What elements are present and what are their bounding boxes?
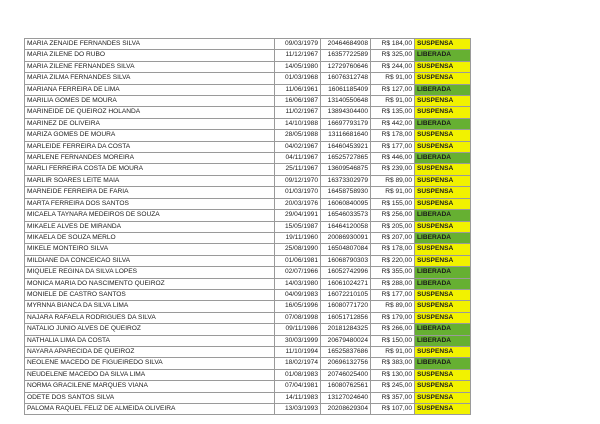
name-cell[interactable]: MIKAELA DE SOUZA MERLO: [25, 232, 275, 243]
status-cell[interactable]: SUSPENSA: [415, 255, 471, 266]
name-cell[interactable]: MONICA MARIA DO NASCIMENTO QUEIROZ: [25, 278, 275, 289]
id-cell[interactable]: 20746025400: [321, 369, 371, 380]
id-cell[interactable]: 16357722589: [321, 50, 371, 61]
table-row[interactable]: [25, 198, 471, 209]
table-row[interactable]: [25, 381, 471, 392]
table-row[interactable]: [25, 369, 471, 380]
value-cell[interactable]: R$ 177,00: [371, 141, 415, 152]
value-cell[interactable]: R$ 239,00: [371, 164, 415, 175]
id-cell[interactable]: 13894304400: [321, 107, 371, 118]
status-cell[interactable]: LIBERADA: [415, 118, 471, 129]
table-row[interactable]: [25, 107, 471, 118]
value-cell[interactable]: R$ 179,00: [371, 312, 415, 323]
id-cell[interactable]: 16076312748: [321, 73, 371, 84]
date-cell[interactable]: 14/10/1988: [275, 118, 321, 129]
status-cell[interactable]: LIBERADA: [415, 153, 471, 164]
value-cell[interactable]: R$ 177,00: [371, 289, 415, 300]
value-cell[interactable]: R$ 220,00: [371, 255, 415, 266]
table-row[interactable]: [25, 221, 471, 232]
status-cell[interactable]: SUSPENSA: [415, 346, 471, 357]
status-cell[interactable]: SUSPENSA: [415, 289, 471, 300]
name-cell[interactable]: MARIA ZILENE FERNANDES SILVA: [25, 61, 275, 72]
id-cell[interactable]: 16072210105: [321, 289, 371, 300]
status-cell[interactable]: SUSPENSA: [415, 369, 471, 380]
status-cell[interactable]: SUSPENSA: [415, 301, 471, 312]
table-row[interactable]: [25, 358, 471, 369]
table-row[interactable]: [25, 175, 471, 186]
date-cell[interactable]: 25/11/1967: [275, 164, 321, 175]
value-cell[interactable]: R$ 207,00: [371, 232, 415, 243]
value-cell[interactable]: R$ 355,00: [371, 267, 415, 278]
table-row[interactable]: [25, 392, 471, 403]
table-row[interactable]: [25, 84, 471, 95]
date-cell[interactable]: 30/03/1999: [275, 335, 321, 346]
id-cell[interactable]: 16061185409: [321, 84, 371, 95]
date-cell[interactable]: 28/05/1988: [275, 130, 321, 141]
status-cell[interactable]: SUSPENSA: [415, 141, 471, 152]
date-cell[interactable]: 14/11/1983: [275, 392, 321, 403]
name-cell[interactable]: MIKELE MONTEIRO SILVA: [25, 244, 275, 255]
date-cell[interactable]: 16/05/1996: [275, 301, 321, 312]
status-cell[interactable]: LIBERADA: [415, 324, 471, 335]
status-cell[interactable]: SUSPENSA: [415, 73, 471, 84]
date-cell[interactable]: 07/08/1998: [275, 312, 321, 323]
id-cell[interactable]: 20696132756: [321, 358, 371, 369]
table-row[interactable]: [25, 39, 471, 50]
status-cell[interactable]: SUSPENSA: [415, 221, 471, 232]
table-row[interactable]: [25, 346, 471, 357]
table-row[interactable]: [25, 118, 471, 129]
value-cell[interactable]: R$ 184,00: [371, 39, 415, 50]
date-cell[interactable]: 25/08/1990: [275, 244, 321, 255]
value-cell[interactable]: R$ 256,00: [371, 210, 415, 221]
value-cell[interactable]: R$ 91,00: [371, 73, 415, 84]
status-cell[interactable]: SUSPENSA: [415, 96, 471, 107]
status-cell[interactable]: SUSPENSA: [415, 404, 471, 415]
id-cell[interactable]: 16525727865: [321, 153, 371, 164]
date-cell[interactable]: 01/03/1970: [275, 187, 321, 198]
name-cell[interactable]: NEUDELENE MACEDO DA SILVA LIMA: [25, 369, 275, 380]
id-cell[interactable]: 16464120058: [321, 221, 371, 232]
name-cell[interactable]: NORMA GRACILENE MARQUES VIANA: [25, 381, 275, 392]
value-cell[interactable]: R$ 205,00: [371, 221, 415, 232]
status-cell[interactable]: SUSPENSA: [415, 392, 471, 403]
name-cell[interactable]: MILDIANE DA CONCEICAO SILVA: [25, 255, 275, 266]
date-cell[interactable]: 02/07/1966: [275, 267, 321, 278]
name-cell[interactable]: MARINEZ DE OLIVEIRA: [25, 118, 275, 129]
name-cell[interactable]: MIKAELE ALVES DE MIRANDA: [25, 221, 275, 232]
date-cell[interactable]: 01/08/1983: [275, 369, 321, 380]
status-cell[interactable]: LIBERADA: [415, 358, 471, 369]
value-cell[interactable]: R$ 266,00: [371, 324, 415, 335]
value-cell[interactable]: R$ 127,00: [371, 84, 415, 95]
value-cell[interactable]: R$ 150,00: [371, 335, 415, 346]
id-cell[interactable]: 20208629304: [321, 404, 371, 415]
status-cell[interactable]: SUSPENSA: [415, 175, 471, 186]
status-cell[interactable]: LIBERADA: [415, 50, 471, 61]
id-cell[interactable]: 16460453921: [321, 141, 371, 152]
name-cell[interactable]: NAYARA APARECIDA DE QUEIROZ: [25, 346, 275, 357]
id-cell[interactable]: 13140550648: [321, 96, 371, 107]
id-cell[interactable]: 20679480024: [321, 335, 371, 346]
value-cell[interactable]: R$ 244,00: [371, 61, 415, 72]
name-cell[interactable]: PALOMA RAQUEL FELIZ DE ALMEIDA OLIVEIRA: [25, 404, 275, 415]
status-cell[interactable]: SUSPENSA: [415, 244, 471, 255]
spreadsheet-table: [24, 38, 471, 415]
name-cell[interactable]: MARIANA FERREIRA DE LIMA: [25, 84, 275, 95]
id-cell[interactable]: 13609546875: [321, 164, 371, 175]
table-row[interactable]: [25, 164, 471, 175]
value-cell[interactable]: R$ 178,00: [371, 244, 415, 255]
name-cell[interactable]: MARLEIDE FERREIRA DA COSTA: [25, 141, 275, 152]
table-row[interactable]: [25, 278, 471, 289]
id-cell[interactable]: 16458758930: [321, 187, 371, 198]
date-cell[interactable]: 18/02/1974: [275, 358, 321, 369]
table-row[interactable]: [25, 404, 471, 415]
value-cell[interactable]: R$ 89,00: [371, 301, 415, 312]
table-row[interactable]: [25, 210, 471, 221]
id-cell[interactable]: 16052742996: [321, 267, 371, 278]
table-body: [25, 39, 471, 415]
date-cell[interactable]: 01/06/1981: [275, 255, 321, 266]
date-cell[interactable]: 07/04/1981: [275, 381, 321, 392]
id-cell[interactable]: 16525837686: [321, 346, 371, 357]
status-cell[interactable]: SUSPENSA: [415, 312, 471, 323]
date-cell[interactable]: 14/03/1980: [275, 278, 321, 289]
name-cell[interactable]: MONIELE DE CASTRO SANTOS: [25, 289, 275, 300]
table-row[interactable]: [25, 244, 471, 255]
id-cell[interactable]: 16060840095: [321, 198, 371, 209]
name-cell[interactable]: NAJARA RAFAELA RODRIGUES DA SILVA: [25, 312, 275, 323]
table-row[interactable]: [25, 301, 471, 312]
date-cell[interactable]: 11/06/1961: [275, 84, 321, 95]
id-cell[interactable]: 16697793179: [321, 118, 371, 129]
name-cell[interactable]: MICAELA TAYNARA MEDEIROS DE SOUZA: [25, 210, 275, 221]
name-cell[interactable]: MARILIA GOMES DE MOURA: [25, 96, 275, 107]
id-cell[interactable]: 16546033573: [321, 210, 371, 221]
table-row[interactable]: [25, 141, 471, 152]
status-cell[interactable]: SUSPENSA: [415, 61, 471, 72]
status-cell[interactable]: LIBERADA: [415, 267, 471, 278]
id-cell[interactable]: 20086930091: [321, 232, 371, 243]
table-row[interactable]: [25, 255, 471, 266]
value-cell[interactable]: R$ 178,00: [371, 130, 415, 141]
status-cell[interactable]: SUSPENSA: [415, 198, 471, 209]
table-row[interactable]: [25, 324, 471, 335]
name-cell[interactable]: MARIA ZILENE DO RUBO: [25, 50, 275, 61]
value-cell[interactable]: R$ 442,00: [371, 118, 415, 129]
name-cell[interactable]: MARIZA GOMES DE MOURA: [25, 130, 275, 141]
value-cell[interactable]: R$ 89,00: [371, 175, 415, 186]
value-cell[interactable]: R$ 446,00: [371, 153, 415, 164]
status-cell[interactable]: SUSPENSA: [415, 107, 471, 118]
table-row[interactable]: [25, 232, 471, 243]
value-cell[interactable]: R$ 91,00: [371, 96, 415, 107]
status-cell[interactable]: LIBERADA: [415, 278, 471, 289]
table-row[interactable]: [25, 187, 471, 198]
status-cell[interactable]: SUSPENSA: [415, 381, 471, 392]
value-cell[interactable]: R$ 107,00: [371, 404, 415, 415]
name-cell[interactable]: NATHALIA LIMA DA COSTA: [25, 335, 275, 346]
id-cell[interactable]: 16061024271: [321, 278, 371, 289]
id-cell[interactable]: 12729760646: [321, 61, 371, 72]
id-cell[interactable]: 16051712856: [321, 312, 371, 323]
date-cell[interactable]: 09/11/1986: [275, 324, 321, 335]
value-cell[interactable]: R$ 91,00: [371, 346, 415, 357]
date-cell[interactable]: 11/10/1994: [275, 346, 321, 357]
date-cell[interactable]: 11/12/1967: [275, 50, 321, 61]
date-cell[interactable]: 13/03/1993: [275, 404, 321, 415]
name-cell[interactable]: MARLIR SOARES LEITE MAIA: [25, 175, 275, 186]
id-cell[interactable]: 20464684908: [321, 39, 371, 50]
id-cell[interactable]: 13127024640: [321, 392, 371, 403]
table-row[interactable]: [25, 130, 471, 141]
date-cell[interactable]: 09/03/1979: [275, 39, 321, 50]
id-cell[interactable]: 16080771720: [321, 301, 371, 312]
value-cell[interactable]: R$ 325,00: [371, 50, 415, 61]
name-cell[interactable]: MARINEIDE DE QUEIROZ HOLANDA: [25, 107, 275, 118]
table-row[interactable]: [25, 267, 471, 278]
id-cell[interactable]: 16504807084: [321, 244, 371, 255]
table-row[interactable]: [25, 312, 471, 323]
id-cell[interactable]: 16080762561: [321, 381, 371, 392]
id-cell[interactable]: 13116681640: [321, 130, 371, 141]
table-row[interactable]: [25, 153, 471, 164]
date-cell[interactable]: 16/06/1987: [275, 96, 321, 107]
date-cell[interactable]: 01/03/1968: [275, 73, 321, 84]
name-cell[interactable]: MYRNNA BIANCA DA SILVA LIMA: [25, 301, 275, 312]
table-row[interactable]: [25, 289, 471, 300]
name-cell[interactable]: MARIA ZILMA FERNANDES SILVA: [25, 73, 275, 84]
name-cell[interactable]: MIQUELE REGINA DA SILVA LOPES: [25, 267, 275, 278]
name-cell[interactable]: MARLI FERREIRA COSTA DE MOURA: [25, 164, 275, 175]
name-cell[interactable]: NATALIO JUNIO ALVES DE QUEIROZ: [25, 324, 275, 335]
table-row[interactable]: [25, 335, 471, 346]
name-cell[interactable]: MARNEIDE FERREIRA DE FARIA: [25, 187, 275, 198]
id-cell[interactable]: 16068790303: [321, 255, 371, 266]
date-cell[interactable]: 04/11/1967: [275, 153, 321, 164]
date-cell[interactable]: 09/12/1970: [275, 175, 321, 186]
table-row[interactable]: [25, 96, 471, 107]
value-cell[interactable]: R$ 130,00: [371, 369, 415, 380]
date-cell[interactable]: 29/04/1991: [275, 210, 321, 221]
name-cell[interactable]: ODETE DOS SANTOS SILVA: [25, 392, 275, 403]
date-cell[interactable]: 15/05/1987: [275, 221, 321, 232]
value-cell[interactable]: R$ 288,00: [371, 278, 415, 289]
date-cell[interactable]: 11/02/1967: [275, 107, 321, 118]
date-cell[interactable]: 04/02/1967: [275, 141, 321, 152]
date-cell[interactable]: 19/11/1960: [275, 232, 321, 243]
value-cell[interactable]: R$ 91,00: [371, 187, 415, 198]
date-cell[interactable]: 04/09/1983: [275, 289, 321, 300]
value-cell[interactable]: R$ 383,00: [371, 358, 415, 369]
status-cell[interactable]: SUSPENSA: [415, 39, 471, 50]
value-cell[interactable]: R$ 135,00: [371, 107, 415, 118]
name-cell[interactable]: MARIA ZENAIDE FERNANDES SILVA: [25, 39, 275, 50]
table-row[interactable]: [25, 50, 471, 61]
id-cell[interactable]: 16373302979: [321, 175, 371, 186]
status-cell[interactable]: LIBERADA: [415, 335, 471, 346]
status-cell[interactable]: LIBERADA: [415, 210, 471, 221]
status-cell[interactable]: SUSPENSA: [415, 130, 471, 141]
id-cell[interactable]: 20181284325: [321, 324, 371, 335]
name-cell[interactable]: MARTA FERREIRA DOS SANTOS: [25, 198, 275, 209]
status-cell[interactable]: SUSPENSA: [415, 164, 471, 175]
value-cell[interactable]: R$ 357,00: [371, 392, 415, 403]
status-cell[interactable]: SUSPENSA: [415, 187, 471, 198]
value-cell[interactable]: R$ 155,00: [371, 198, 415, 209]
name-cell[interactable]: MARLENE FERNANDES MOREIRA: [25, 153, 275, 164]
date-cell[interactable]: 20/03/1976: [275, 198, 321, 209]
table-row[interactable]: [25, 61, 471, 72]
date-cell[interactable]: 14/05/1980: [275, 61, 321, 72]
status-cell[interactable]: LIBERADA: [415, 232, 471, 243]
table-row[interactable]: [25, 73, 471, 84]
status-cell[interactable]: LIBERADA: [415, 84, 471, 95]
value-cell[interactable]: R$ 245,00: [371, 381, 415, 392]
name-cell[interactable]: NEOLENE MACEDO DE FIGUEIREDO SILVA: [25, 358, 275, 369]
